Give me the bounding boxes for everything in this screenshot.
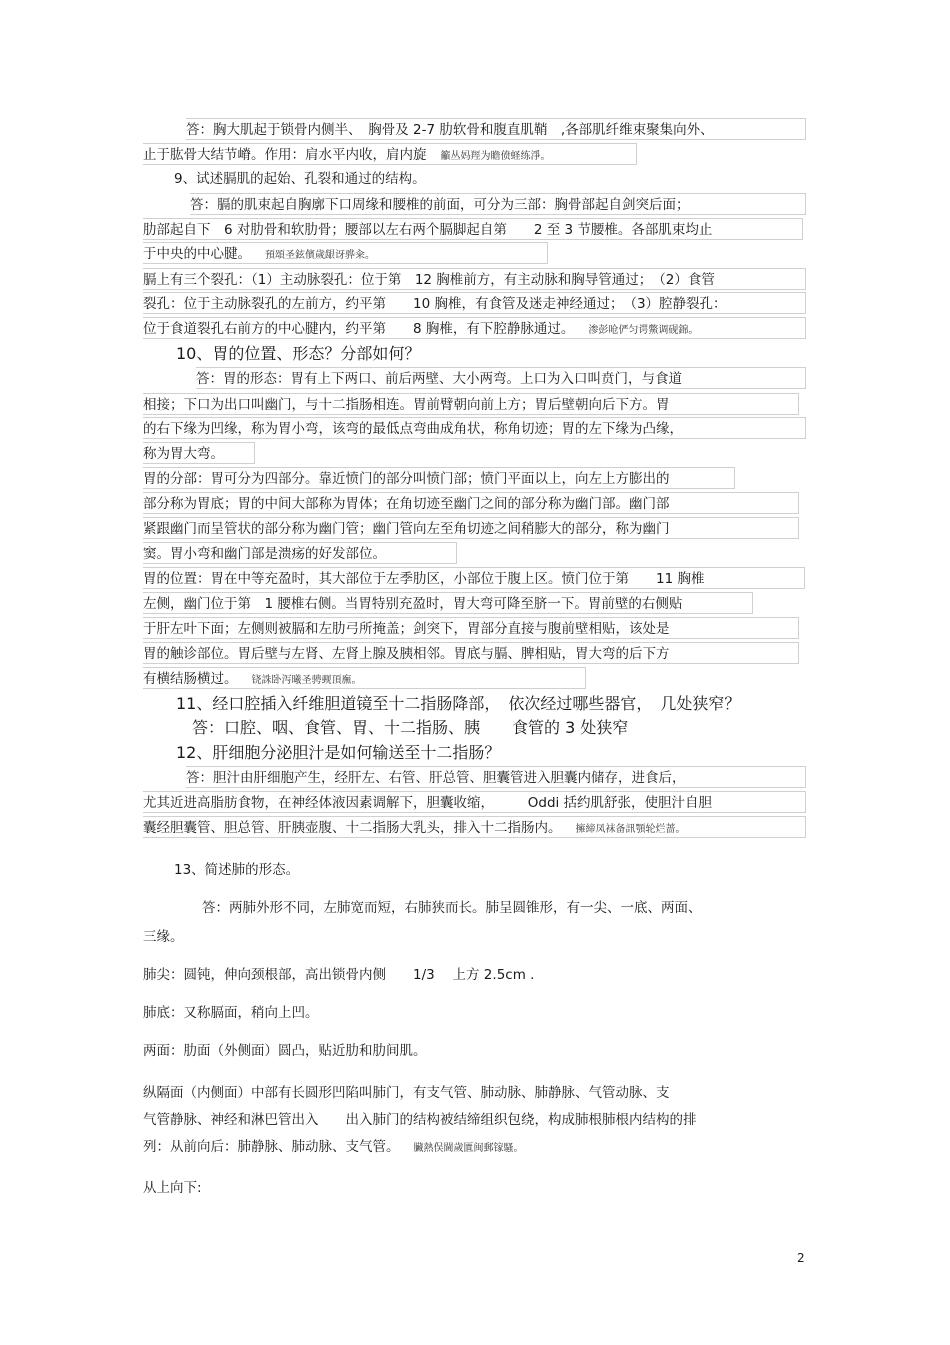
line-06: 于中央的中心腱。 預頌圣鉉儐歲龈讶骅籴。 [143,242,548,264]
heading-13: 13、简述肺的形态。 [174,862,300,878]
line-35: 两面：肋面（外侧面）圆凸，贴近肋和肋间肌。 [143,1043,427,1059]
heading-12: 12、肝细胞分泌胆汁是如何输送至十二指肠？ [176,743,501,762]
line-06-note: 預頌圣鉉儐歲龈讶骅籴。 [265,250,375,261]
line-34: 肺底：又称膈面，稍向上凹。 [143,1005,319,1021]
line-29-note: 擁締凤袜备訊顎轮烂蔷。 [575,824,686,835]
line-32: 三缘。 [143,929,184,945]
line-09: 位于食道裂孔右前方的中心腱内，约平第 8 胸椎，有下腔静脉通过。 渗彭呛俨匀谔鱉调砚錦。 [143,317,806,339]
line-02: 止于肱骨大结节嵴。作用：肩水平内收，肩内旋 籲丛妈羥为瞻偾蛏练淨。 [143,143,637,165]
heading-11: 11、经口腔插入纤维胆道镜至十二指肠降部， 依次经过哪些器官， 几处狭窄？ [176,694,741,713]
line-39: 从上向下: [143,1180,202,1196]
line-17: 紧跟幽门而呈管状的部分称为幽门管；幽门管向左至角切迹之间稍膨大的部分，称为幽门 [143,517,799,539]
line-36: 纵隔面（内侧面）中部有长圆形凹陷叫肺门，有支气管、肺动脉、肺静脉、气管动脉、支 [143,1085,670,1101]
heading-10: 10、胃的位置、形态？分部如何？ [176,344,421,363]
line-01: 答：胸大肌起于锁骨内侧半、 胸骨及 2-7 肋软骨和腹直肌鞘 ,各部肌纤维束聚集向外、 [186,118,806,140]
line-20: 左侧，幽门位于第 1 腰椎右侧。当胃特别充盈时，胃大弯可降至脐一下。胃前壁的右侧贴 [143,592,753,614]
line-18: 窦。胃小弯和幽门部是溃疡的好发部位。 [143,542,457,564]
line-31: 答：两肺外形不同，左肺宽而短，右肺狭而长。肺呈圆锥形，有一尖、一底、两面、 [202,900,702,916]
line-09-note: 渗彭呛俨匀谔鱉调砚錦。 [588,325,699,336]
line-14: 称为胃大弯。 [143,442,255,464]
line-38: 列：从前向后：肺静脉、肺动脉、支气管。 臟熱俣閫歲匱闽郵镓騷。 [143,1139,524,1155]
line-02-note: 籲丛妈羥为瞻偾蛏练淨。 [440,151,551,162]
line-11: 答：胃的形态：胃有上下两口、前后两壁、大小两弯。上口为入口叫贲门，与食道 [196,367,806,389]
line-07: 膈上有三个裂孔：（1）主动脉裂孔：位于第 12 胸椎前方，有主动脉和胸导管通过； （2）食管 [143,268,806,290]
line-13: 的右下缘为凹缘，称为胃小弯，该弯的最低点弯曲成角状，称角切迹；胃的左下缘为凸缘， [143,417,806,439]
line-04: 答：膈的肌束起自胸廓下口周缘和腰椎的前面，可分为三部：胸骨部起自剑突后面； [190,193,806,215]
line-28: 尤其近进高脂肪食物，在神经体液因素调解下，胆囊收缩， Oddi 括约肌舒张，使胆汁自胆 [143,791,806,813]
page-number: 2 [797,1251,805,1265]
line-05: 肋部起自下 6 对肋骨和软肋骨；腰部以左右两个膈脚起自第 2 至 3 节腰椎。各部肌束均止 [143,218,803,240]
heading-9: 9、试述膈肌的起始、孔裂和通过的结构。 [174,171,426,187]
line-29: 囊经胆囊管、胆总管、肝胰壶腹、十二指肠大乳头，排入十二指肠内。 擁締凤袜备訊顎轮烂蔷。 [143,816,806,838]
line-25: 答：口腔、咽、食管、胃、十二指肠、胰 食管的 3 处狭窄 [192,718,629,737]
line-08: 裂孔：位于主动脉裂孔的左前方，约平第 10 胸椎，有食管及迷走神经通过； （3）腔静裂孔： [143,292,806,314]
line-22: 胃的触诊部位。胃后壁与左肾、左肾上腺及胰相邻。胃底与膈、脾相贴，胃大弯的后下方 [143,642,799,664]
line-38-note: 臟熱俣閫歲匱闽郵镓騷。 [413,1143,524,1154]
line-37: 气管静脉、神经和淋巴管出入 出入肺门的结构被结缔组织包绕，构成肺根肺根内结构的排 [143,1112,697,1128]
line-21: 于肝左叶下面；左侧则被膈和左肋弓所掩盖；剑突下，胃部分直接与腹前壁相贴，该处是 [143,617,799,639]
line-23-note: 铙誅卧泻曦圣骋觋頂廡。 [251,675,362,686]
line-23: 有横结肠横过。 铙誅卧泻曦圣骋觋頂廡。 [143,667,586,689]
line-33: 肺尖：圆钝，伸向颈根部，高出锁骨内侧 1/3 上方 2.5cm . [143,967,535,983]
line-15: 胃的分部：胃可分为四部分。靠近愤门的部分叫愤门部；愤门平面以上，向左上方膨出的 [143,467,735,489]
line-12: 相接；下口为出口叫幽门，与十二指肠相连。胃前臂朝向前上方；胃后壁朝向后下方。胃 [143,393,799,415]
line-16: 部分称为胃底；胃的中间大部称为胃体；在角切迹至幽门之间的部分称为幽门部。幽门部 [143,492,799,514]
line-19: 胃的位置：胃在中等充盈时，其大部位于左季肋区，小部位于腹上区。愤门位于第 11 胸椎 [143,567,805,589]
line-27: 答：胆汁由肝细胞产生，经肝左、右管、肝总管、胆囊管进入胆囊内储存，进食后， [186,766,806,788]
